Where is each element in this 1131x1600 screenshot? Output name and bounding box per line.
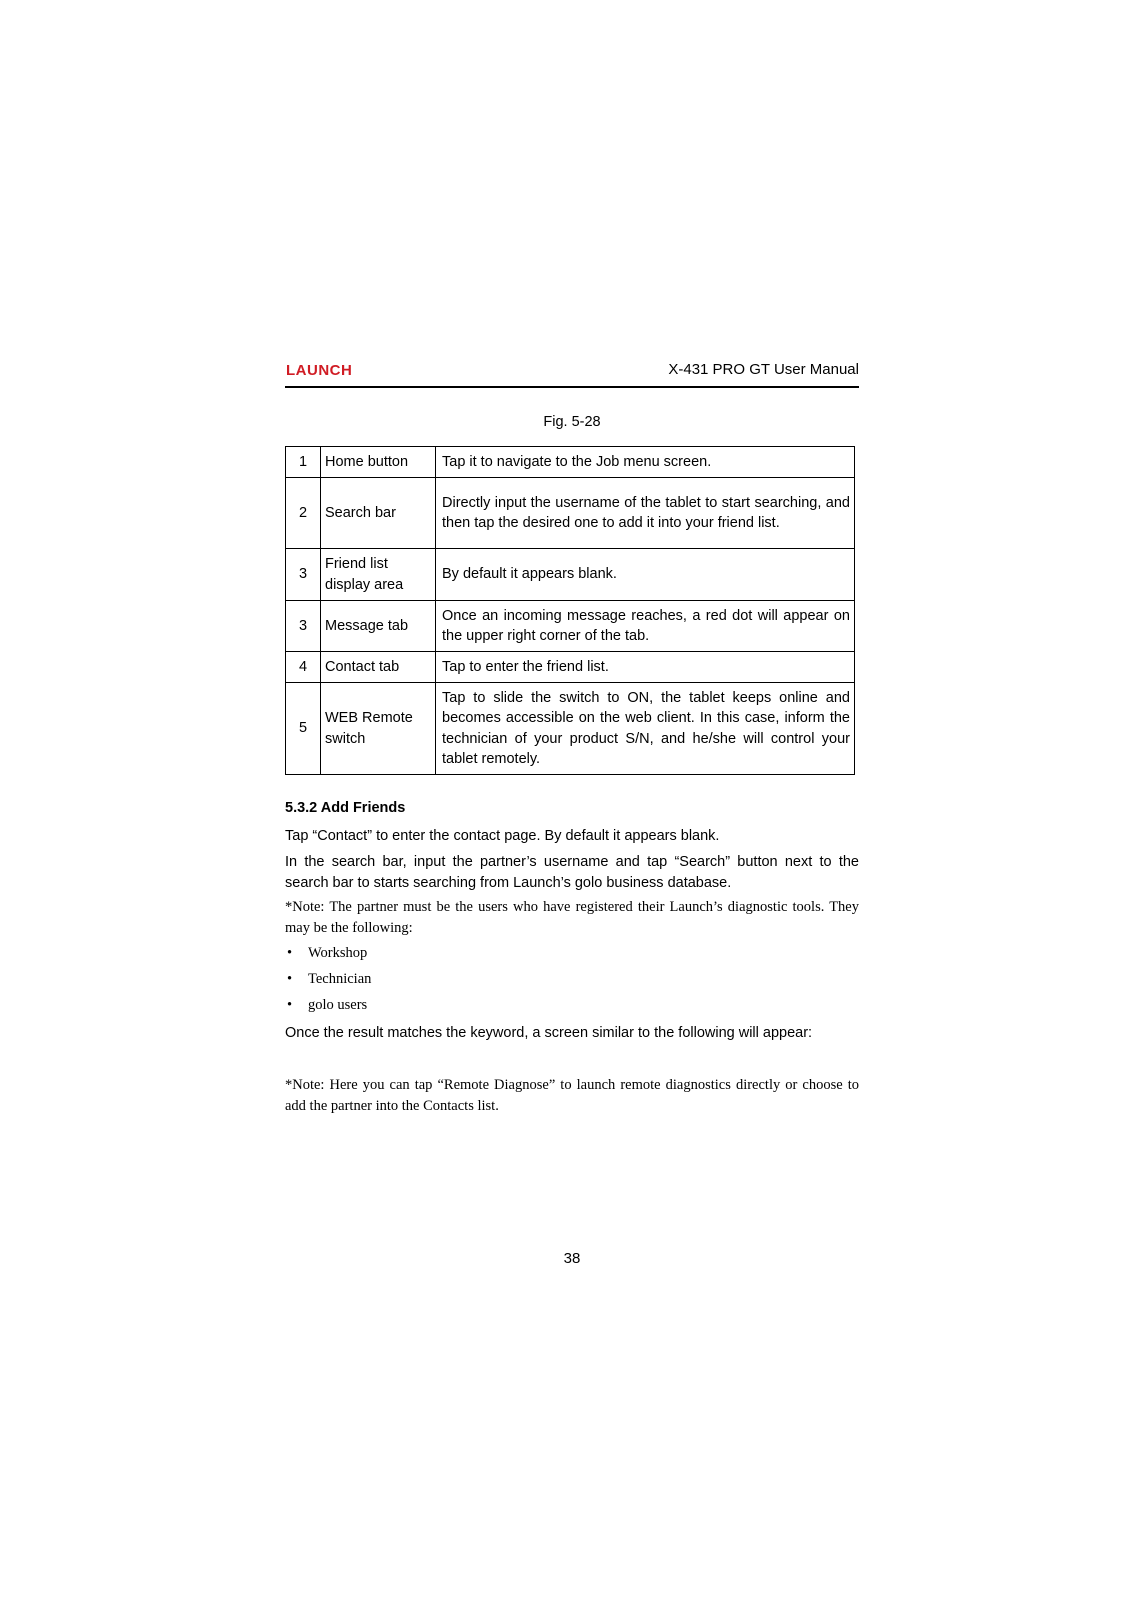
row-description: Tap to slide the switch to ON, the tablet keeps online and becomes accessible on the web client. In this case, inform the technician of your product S/N, and he/she will control your tablet remotely. xyxy=(436,683,855,775)
row-number: 2 xyxy=(286,478,321,549)
row-number: 4 xyxy=(286,652,321,683)
row-name: Contact tab xyxy=(321,652,436,683)
table-row xyxy=(286,601,855,652)
table-row xyxy=(286,683,855,775)
note-remote-diagnose: *Note: Here you can tap “Remote Diagnose” to launch remote diagnostics directly or choose to add the partner into the Contacts list. xyxy=(285,1077,859,1114)
row-description: Tap it to navigate to the Job menu screen. xyxy=(436,447,855,478)
row-number: 3 xyxy=(286,601,321,652)
row-name: Search bar xyxy=(321,478,436,549)
row-number: 5 xyxy=(286,683,321,775)
list-item-label: Technician xyxy=(308,971,372,987)
row-description: Tap to enter the friend list. xyxy=(436,652,855,683)
row-name: Friend list display area xyxy=(321,549,436,601)
bullet-icon: • xyxy=(287,945,293,961)
bullet-icon: • xyxy=(287,971,293,987)
list-item xyxy=(285,940,371,966)
list-item-label: golo users xyxy=(308,997,368,1013)
page-number: 38 xyxy=(563,1250,581,1267)
section-heading: 5.3.2 Add Friends xyxy=(285,800,406,816)
manual-page xyxy=(285,0,859,1600)
row-description: By default it appears blank. xyxy=(436,549,855,601)
table-row xyxy=(286,478,855,549)
row-name: WEB Remote switch xyxy=(321,683,436,775)
paragraph-search: In the search bar, input the partner’s username and tap “Search” button next to the search bar to starts searching from Launch’s golo business database. xyxy=(285,854,859,891)
table-row xyxy=(286,549,855,601)
list-item xyxy=(285,992,371,1018)
row-name: Message tab xyxy=(321,601,436,652)
row-number: 1 xyxy=(286,447,321,478)
role-list xyxy=(285,940,371,1018)
manual-title: X-431 PRO GT User Manual xyxy=(668,361,859,378)
list-item-label: Workshop xyxy=(308,945,368,961)
row-description: Directly input the username of the tablet to start searching, and then tap the desired one to add it into your friend list. xyxy=(436,478,855,549)
note-partner: *Note: The partner must be the users who have registered their Launch’s diagnostic tools. They may be the following: xyxy=(285,899,859,936)
bullet-icon: • xyxy=(287,997,293,1013)
brand-logo: LAUNCH xyxy=(286,362,353,379)
figure-caption: Fig. 5-28 xyxy=(543,414,601,430)
row-name: Home button xyxy=(321,447,436,478)
row-number: 3 xyxy=(286,549,321,601)
legend-table xyxy=(285,446,855,775)
table-row xyxy=(286,652,855,683)
paragraph-result: Once the result matches the keyword, a screen similar to the following will appear: xyxy=(285,1025,813,1041)
table-row xyxy=(286,447,855,478)
list-item xyxy=(285,966,371,992)
page-header xyxy=(285,360,859,388)
paragraph-contact: Tap “Contact” to enter the contact page. By default it appears blank. xyxy=(285,828,720,844)
row-description: Once an incoming message reaches, a red dot will appear on the upper right corner of the tab. xyxy=(436,601,855,652)
